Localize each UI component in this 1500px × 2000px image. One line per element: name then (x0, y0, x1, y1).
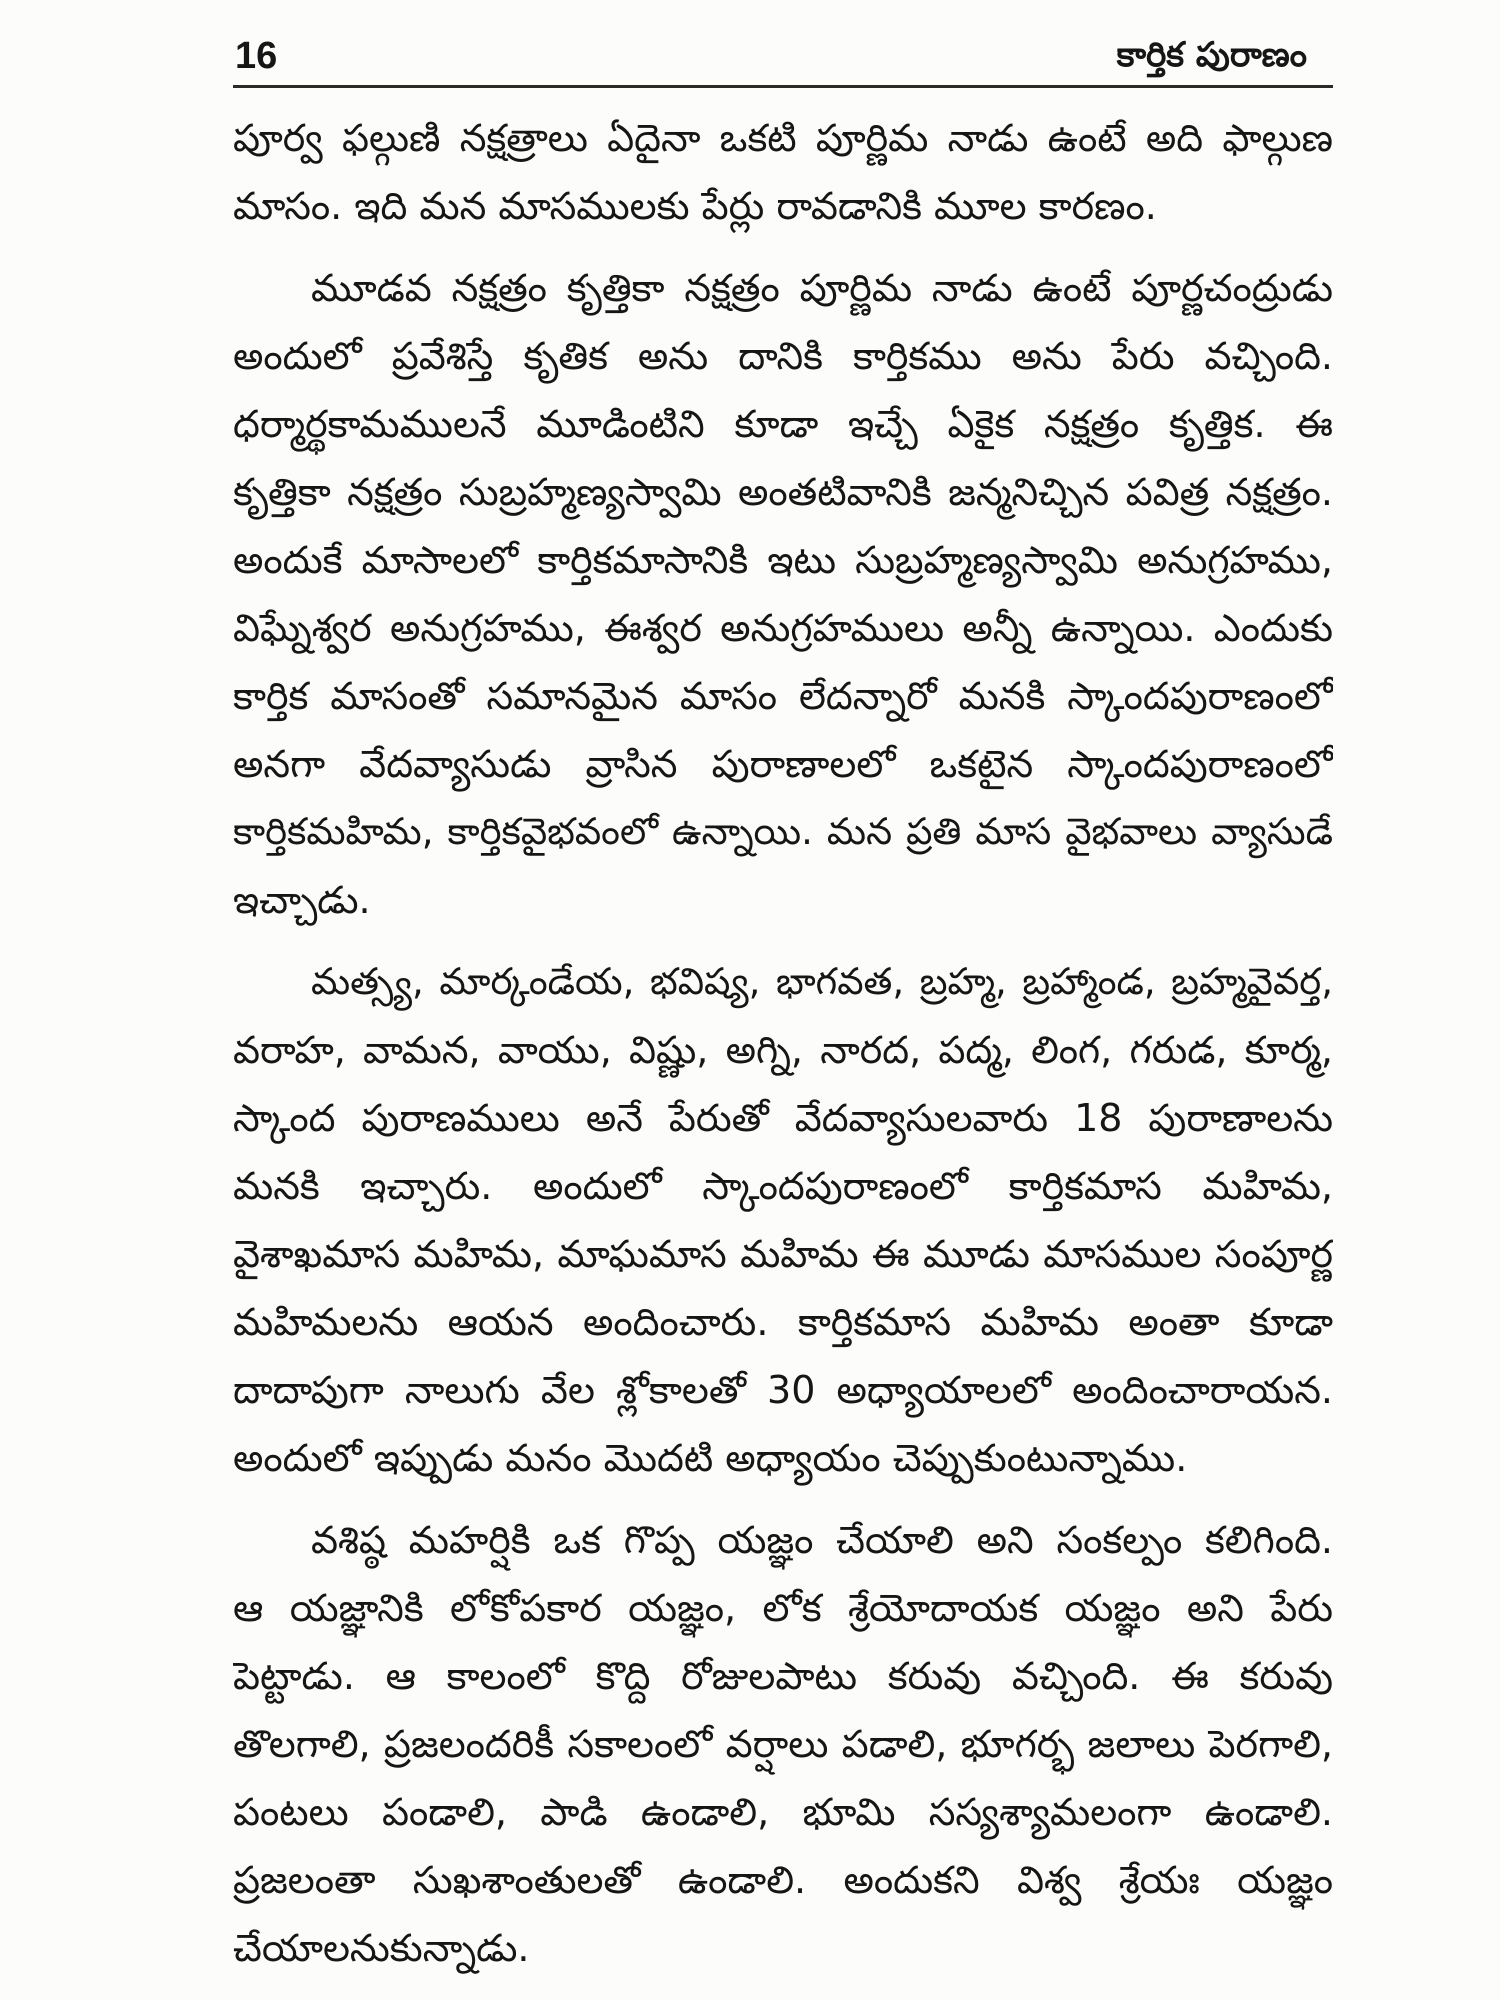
text-line: స్కాంద పురాణములు అనే పేరుతో వేదవ్యాసులవారు 18 పురాణాలను (233, 1096, 1333, 1140)
text-line: విఘ్నేశ్వర అనుగ్రహము, ఈశ్వర అనుగ్రహములు అన్నీ ఉన్నాయి. ఎందుకు (233, 606, 1333, 650)
text-line: పూర్వ ఫల్గుణి నక్షత్రాలు ఏదైనా ఒకటి పూర్ణిమ నాడు ఉంటే అది ఫాల్గుణ (233, 116, 1333, 160)
body-text (233, 104, 1333, 1982)
text-line: ప్రజలంతా సుఖశాంతులతో ఉండాలి. అందుకని విశ్వ శ్రేయః యజ్ఞం (233, 1858, 1333, 1902)
page-header (233, 26, 1333, 84)
text-line: వైశాఖమాస మహిమ, మాఘమాస మహిమ ఈ మూడు మాసముల సంపూర్ణ (233, 1232, 1333, 1276)
text-line: వశిష్ఠ మహర్షికి ఒక గొప్ప యజ్ఞం చేయాలి అని సంకల్పం కలిగింది. (311, 1518, 1333, 1562)
text-line: పంటలు పండాలి, పాడి ఉండాలి, భూమి సస్యశ్యామలంగా ఉండాలి. (233, 1790, 1333, 1834)
text-line: మాసం. ఇది మన మాసములకు పేర్లు రావడానికి మూల కారణం. (233, 184, 1157, 228)
text-line: కార్తిక మాసంతో సమానమైన మాసం లేదన్నారో మనకి స్కాందపురాణంలో (233, 674, 1333, 718)
text-line: అందుకే మాసాలలో కార్తికమాసానికి ఇటు సుబ్రహ్మణ్యస్వామి అనుగ్రహము, (233, 538, 1333, 582)
text-line: అందులో ప్రవేశిస్తే కృతిక అను దానికి కార్తికము అను పేరు వచ్చింది. (233, 334, 1333, 378)
text-line: మనకి ఇచ్చారు. అందులో స్కాందపురాణంలో కార్తికమాస మహిమ, (233, 1164, 1333, 1208)
text-line: మత్స్య, మార్కండేయ, భవిష్య, భాగవత, బ్రహ్మ, బ్రహ్మాండ, బ్రహ్మవైవర్త, (311, 960, 1333, 1003)
text-line: అనగా వేదవ్యాసుడు వ్రాసిన పురాణాలలో ఒకటైన స్కాందపురాణంలో (233, 742, 1333, 786)
paragraph (233, 104, 1333, 240)
text-line: అందులో ఇప్పుడు మనం మొదటి అధ్యాయం చెప్పుకుంటున్నాము. (233, 1436, 1188, 1480)
text-line: కార్తికమహిమ, కార్తికవైభవంలో ఉన్నాయి. మన ప్రతి మాస వైభవాలు వ్యాసుడే (233, 810, 1333, 853)
text-line: చేయాలనుకున్నాడు. (233, 1926, 530, 1970)
paragraph (233, 948, 1333, 1492)
text-line: తొలగాలి, ప్రజలందరికీ సకాలంలో వర్షాలు పడాలి, భూగర్భ జలాలు పెరగాలి, (233, 1722, 1333, 1766)
text-line: పెట్టాడు. ఆ కాలంలో కొద్ది రోజులపాటు కరువు వచ్చింది. ఈ కరువు (233, 1654, 1333, 1698)
paragraph (233, 1506, 1333, 1982)
text-line: కృత్తికా నక్షత్రం సుబ్రహ్మణ్యస్వామి అంతటివానికి జన్మనిచ్చిన పవిత్ర నక్షత్రం. (233, 470, 1333, 514)
page-number: 16 (235, 35, 278, 77)
running-title: కార్తిక పురాణం (1116, 35, 1307, 75)
header-rule (233, 85, 1333, 88)
text-line: దాదాపుగా నాలుగు వేల శ్లోకాలతో 30 అధ్యాయాలలో అందించారాయన. (233, 1368, 1333, 1412)
text-line: మూడవ నక్షత్రం కృత్తికా నక్షత్రం పూర్ణిమ నాడు ఉంటే పూర్ణచంద్రుడు (311, 266, 1333, 310)
paragraph (233, 254, 1333, 934)
text-line: ధర్మార్థకామములనే మూడింటిని కూడా ఇచ్చే ఏకైక నక్షత్రం కృత్తిక. ఈ (233, 402, 1333, 446)
text-line: ఇచ్చాడు. (233, 878, 371, 922)
text-line: ఆ యజ్ఞానికి లోకోపకార యజ్ఞం, లోక శ్రేయోదాయక యజ్ఞం అని పేరు (233, 1586, 1333, 1630)
text-line: మహిమలను ఆయన అందించారు. కార్తికమాస మహిమ అంతా కూడా (233, 1300, 1333, 1344)
text-line: వరాహ, వామన, వాయు, విష్ణు, అగ్ని, నారద, పద్మ, లింగ, గరుడ, కూర్మ, (233, 1028, 1333, 1072)
